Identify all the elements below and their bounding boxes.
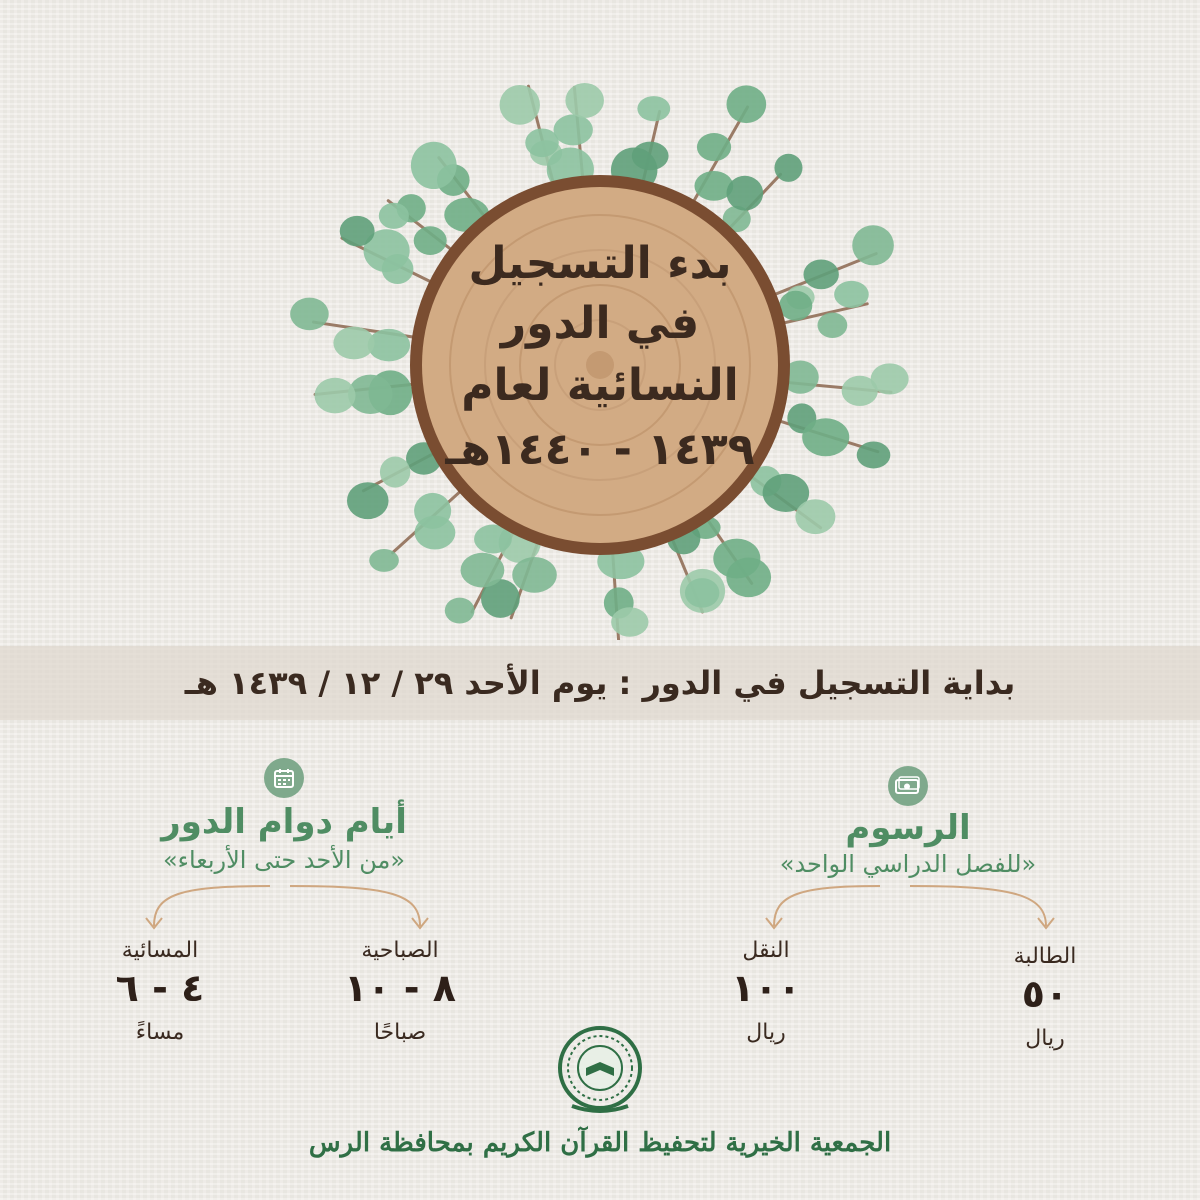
- eucalyptus-leaf: [512, 557, 557, 593]
- association-name-caption: الجمعية الخيرية لتحفيظ القرآن الكريم بمحافظة الرس: [308, 1128, 892, 1158]
- eucalyptus-leaf: [632, 142, 669, 171]
- shift-evening-unit: مساءً: [135, 1020, 185, 1045]
- eucalyptus-leaf: [685, 578, 719, 608]
- registration-date-band: [0, 646, 1200, 720]
- shift-morning-value: ٨ - ١٠: [344, 966, 456, 1010]
- eucalyptus-leaf: [774, 154, 802, 182]
- eucalyptus-leaf: [411, 142, 457, 189]
- shift-morning-label: الصباحية: [361, 938, 439, 963]
- fee-student-value: ٥٠: [1021, 972, 1069, 1016]
- fee-transport-unit: ريال: [746, 1020, 786, 1045]
- eucalyptus-leaf: [697, 133, 731, 161]
- eucalyptus-leaf: [726, 176, 763, 211]
- eucalyptus-leaf: [726, 558, 771, 598]
- fees-subtitle: «للفصل الدراسي الواحد»: [779, 850, 1037, 878]
- fee-transport-value: ١٠٠: [731, 966, 801, 1010]
- eucalyptus-leaf: [415, 516, 456, 550]
- eucalyptus-leaf: [461, 553, 505, 588]
- shift-evening-label: المسائية: [121, 938, 199, 963]
- shift-morning-unit: صباحًا: [373, 1020, 427, 1045]
- eucalyptus-leaf: [347, 482, 389, 519]
- calendar-icon: [264, 758, 304, 798]
- eucalyptus-leaf: [369, 549, 399, 572]
- schedule-subtitle: «من الأحد حتى الأربعاء»: [162, 846, 406, 874]
- shift-evening-value: ٤ - ٦: [115, 966, 205, 1010]
- fee-student-label: الطالبة: [1013, 944, 1077, 969]
- money-icon: [888, 766, 928, 806]
- fee-transport-label: النقل: [742, 938, 790, 963]
- association-seal-logo: [552, 1022, 648, 1118]
- hero-line-4: ١٤٣٩ - ١٤٤٠هـ: [445, 424, 755, 475]
- schedule-title: أيام دوام الدور: [161, 802, 407, 842]
- fees-title: الرسوم: [845, 808, 971, 848]
- registration-date-text: بداية التسجيل في الدور : يوم الأحد ٢٩ / ١٢ / ١٤٣٩ هـ: [184, 664, 1016, 702]
- eucalyptus-leaf: [554, 114, 593, 145]
- eucalyptus-leaf: [726, 85, 766, 123]
- fees-branch-arrows: [760, 880, 1060, 940]
- eucalyptus-leaf: [500, 85, 540, 125]
- eucalyptus-leaf: [637, 96, 670, 121]
- eucalyptus-leaf: [611, 607, 648, 636]
- fee-student-unit: ريال: [1025, 1026, 1065, 1051]
- hero-line-3: النسائية لعام: [461, 360, 739, 411]
- eucalyptus-leaf: [525, 128, 559, 157]
- hero-line-1: بدء التسجيل: [468, 238, 732, 289]
- schedule-branch-arrows: [140, 880, 440, 940]
- hero-line-2: في الدور: [500, 298, 700, 349]
- eucalyptus-leaf: [565, 83, 604, 118]
- eucalyptus-leaf: [379, 203, 409, 229]
- eucalyptus-leaf: [445, 598, 475, 624]
- eucalyptus-leaf: [795, 499, 835, 534]
